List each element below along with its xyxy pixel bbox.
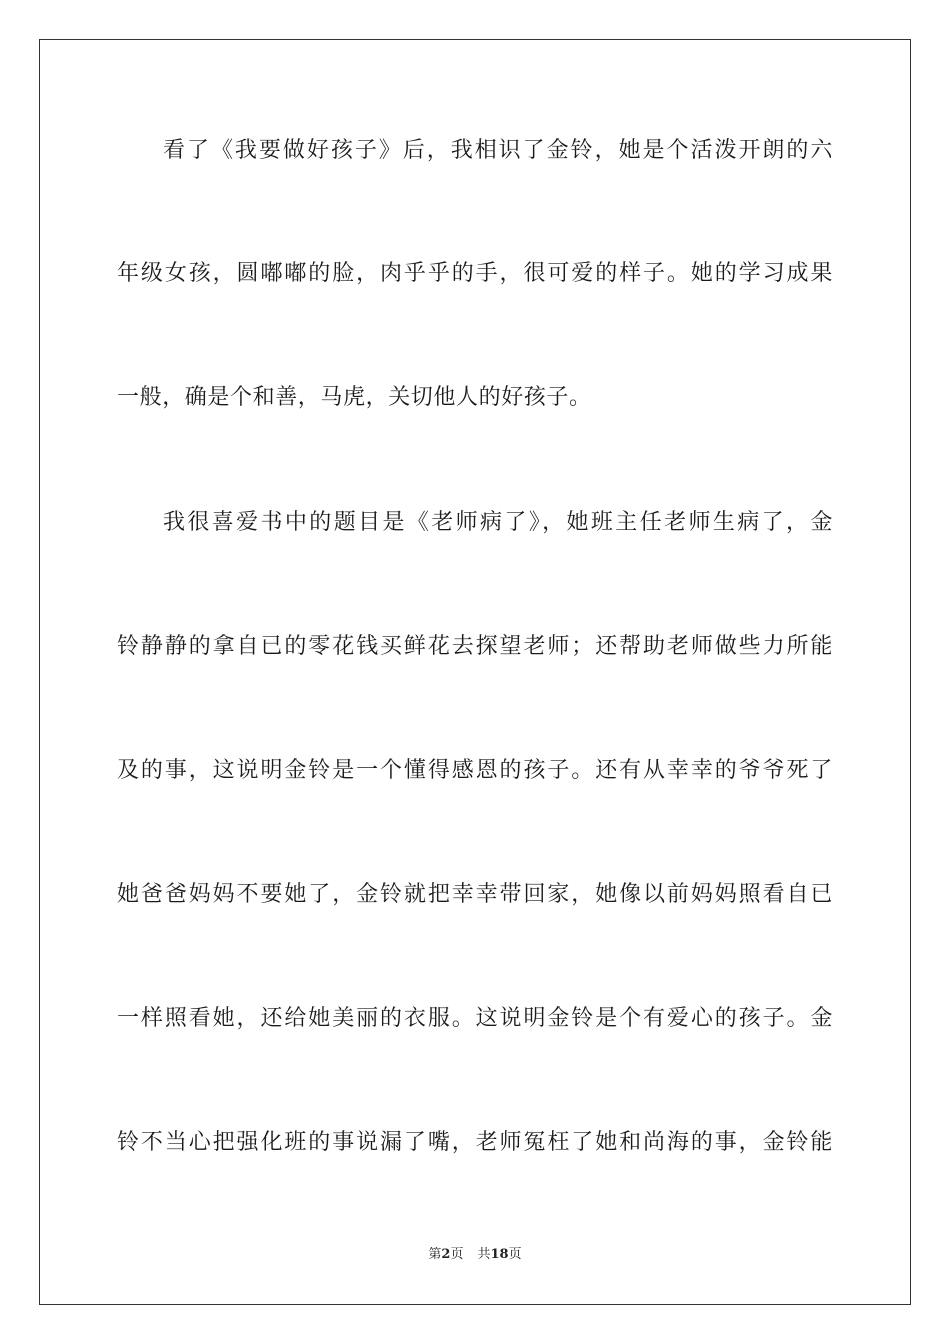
- page-prefix: 第: [428, 1247, 442, 1262]
- total-pages: 18: [490, 1247, 509, 1262]
- page-footer: [0, 1246, 950, 1264]
- total-prefix: 共: [477, 1247, 491, 1262]
- paragraph-2-line-6: 铃不当心把强化班的事说漏了嘴，老师冤枉了她和尚海的事，金铃能: [117, 1130, 833, 1155]
- total-suffix: 页: [508, 1247, 522, 1262]
- paragraph-2-line-1: 我很喜爱书中的题目是《老师病了》，她班主任老师生病了，金: [163, 510, 833, 535]
- page-suffix: 页: [450, 1247, 464, 1262]
- paragraph-2-line-3: 及的事，这说明金铃是一个懂得感恩的孩子。还有从幸幸的爷爷死了: [117, 758, 833, 783]
- paragraph-1-line-1: 看了《我要做好孩子》后，我相识了金铃，她是个活泼开朗的六: [163, 138, 833, 163]
- paragraph-1-line-3: 一般，确是个和善，马虎，关切他人的好孩子。: [117, 385, 592, 410]
- paragraph-2-line-5: 一样照看她，还给她美丽的衣服。这说明金铃是个有爱心的孩子。金: [117, 1006, 833, 1031]
- page-number: 2: [441, 1247, 451, 1262]
- paragraph-1-line-2: 年级女孩，圆嘟嘟的脸，肉乎乎的手，很可爱的样子。她的学习成果: [117, 261, 833, 286]
- page-border: [39, 39, 911, 1305]
- paragraph-2-line-2: 铃静静的拿自已的零花钱买鲜花去探望老师；还帮助老师做些力所能: [117, 634, 833, 659]
- paragraph-2-line-4: 她爸爸妈妈不要她了，金铃就把幸幸带回家，她像以前妈妈照看自已: [117, 882, 833, 907]
